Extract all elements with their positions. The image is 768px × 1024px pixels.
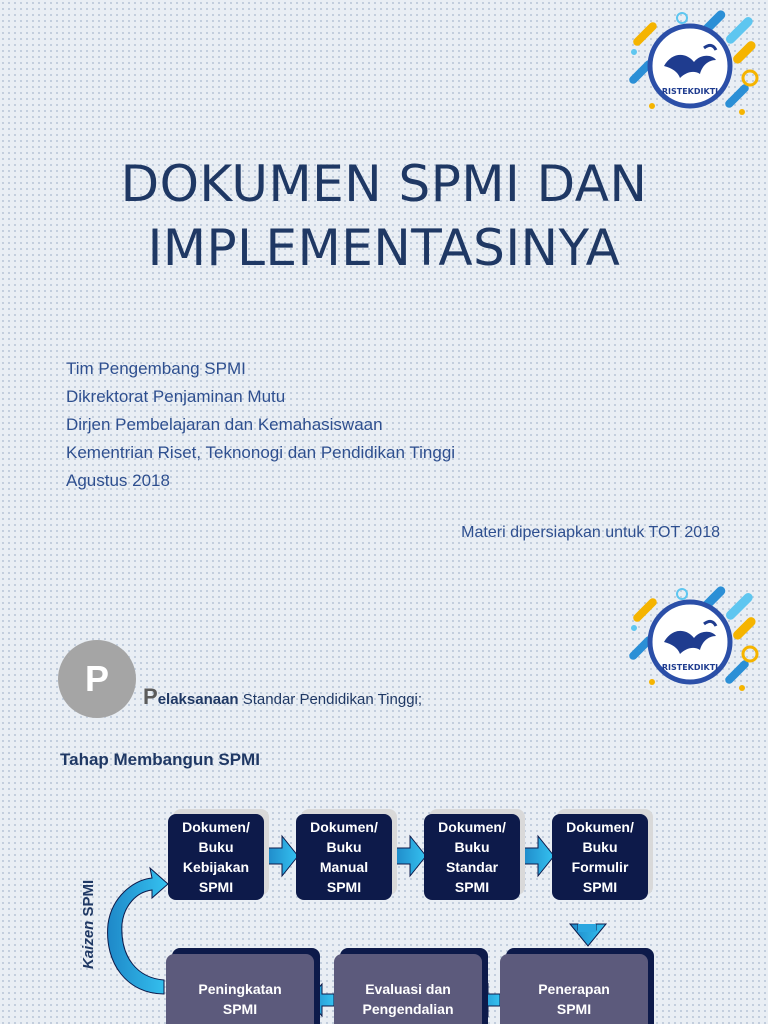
info-line: Dirjen Pembelajaran dan Kemahasiswaan <box>66 415 383 434</box>
box-text: Dokumen/ <box>438 819 506 835</box>
box-text: Penerapan <box>538 981 610 997</box>
kaizen-label <box>80 880 97 969</box>
box-text: SPMI <box>326 879 362 895</box>
arrow-right-icon <box>522 836 554 876</box>
box-text: Manual <box>319 859 369 875</box>
box-text: Peningkatan <box>198 981 282 997</box>
box-manual-spmi <box>296 814 392 900</box>
box-text: Buku <box>198 839 234 855</box>
info-line: Kementrian Riset, Teknonogi dan Pendidikan Tinggi <box>66 443 456 462</box>
slide-title <box>0 152 768 280</box>
box-peningkatan-spmi <box>166 954 314 1024</box>
info-line: Tim Pengembang SPMI <box>66 359 246 378</box>
box-text: Formulir <box>571 859 629 875</box>
heading-initial: P <box>143 684 158 709</box>
box-text: SPMI <box>222 1001 258 1017</box>
kaizen-italic: Kaizen <box>80 920 97 969</box>
box-text: Buku <box>582 839 618 855</box>
arrow-right-icon <box>266 836 298 876</box>
box-penerapan-spmi <box>500 954 648 1024</box>
heading-rest: Standar Pendidikan Tinggi; <box>238 691 423 708</box>
box-text: Buku <box>326 839 362 855</box>
arrow-right-icon <box>394 836 426 876</box>
box-text: SPMI <box>582 879 618 895</box>
box-text: Dokumen/ <box>182 819 250 835</box>
content-slide <box>0 574 768 1024</box>
box-text: Kebijakan <box>182 859 250 875</box>
box-text: Pengendalian <box>362 1001 454 1017</box>
box-text: Dokumen/ <box>310 819 378 835</box>
arrow-down-shaft <box>578 924 596 932</box>
box-kebijakan-spmi <box>168 814 264 900</box>
svg-text:RISTEKDIKTI: RISTEKDIKTI <box>661 663 719 672</box>
prepared-note: Materi dipersiapkan untuk TOT 2018 <box>461 524 720 541</box>
info-line: Dikrektorat Penjaminan Mutu <box>66 387 286 406</box>
box-text: SPMI <box>454 879 490 895</box>
info-line: Agustus 2018 <box>66 471 170 490</box>
heading-bold: elaksanaan <box>157 691 239 708</box>
box-standar-spmi <box>424 814 520 900</box>
p-badge: P <box>58 640 136 718</box>
box-text: Dokumen/ <box>566 819 634 835</box>
box-formulir-spmi <box>552 814 648 900</box>
box-text: Standar <box>445 859 499 875</box>
box-text: Buku <box>454 839 490 855</box>
kaizen-rest: SPMI <box>80 879 97 921</box>
box-evaluasi-pengendalian <box>334 954 482 1024</box>
subheading: Tahap Membangun SPMI <box>60 750 260 769</box>
svg-text:RISTEKDIKTI: RISTEKDIKTI <box>661 87 719 96</box>
title-line-2: IMPLEMENTASINYA <box>147 219 621 277</box>
box-text: SPMI <box>198 879 234 895</box>
author-info <box>66 358 455 498</box>
box-text: SPMI <box>556 1001 592 1017</box>
box-text: Evaluasi dan <box>365 981 451 997</box>
ristekdikti-logo <box>624 8 764 124</box>
kaizen-curved-arrow-icon <box>108 868 168 994</box>
title-line-1: DOKUMEN SPMI DAN <box>120 155 648 213</box>
